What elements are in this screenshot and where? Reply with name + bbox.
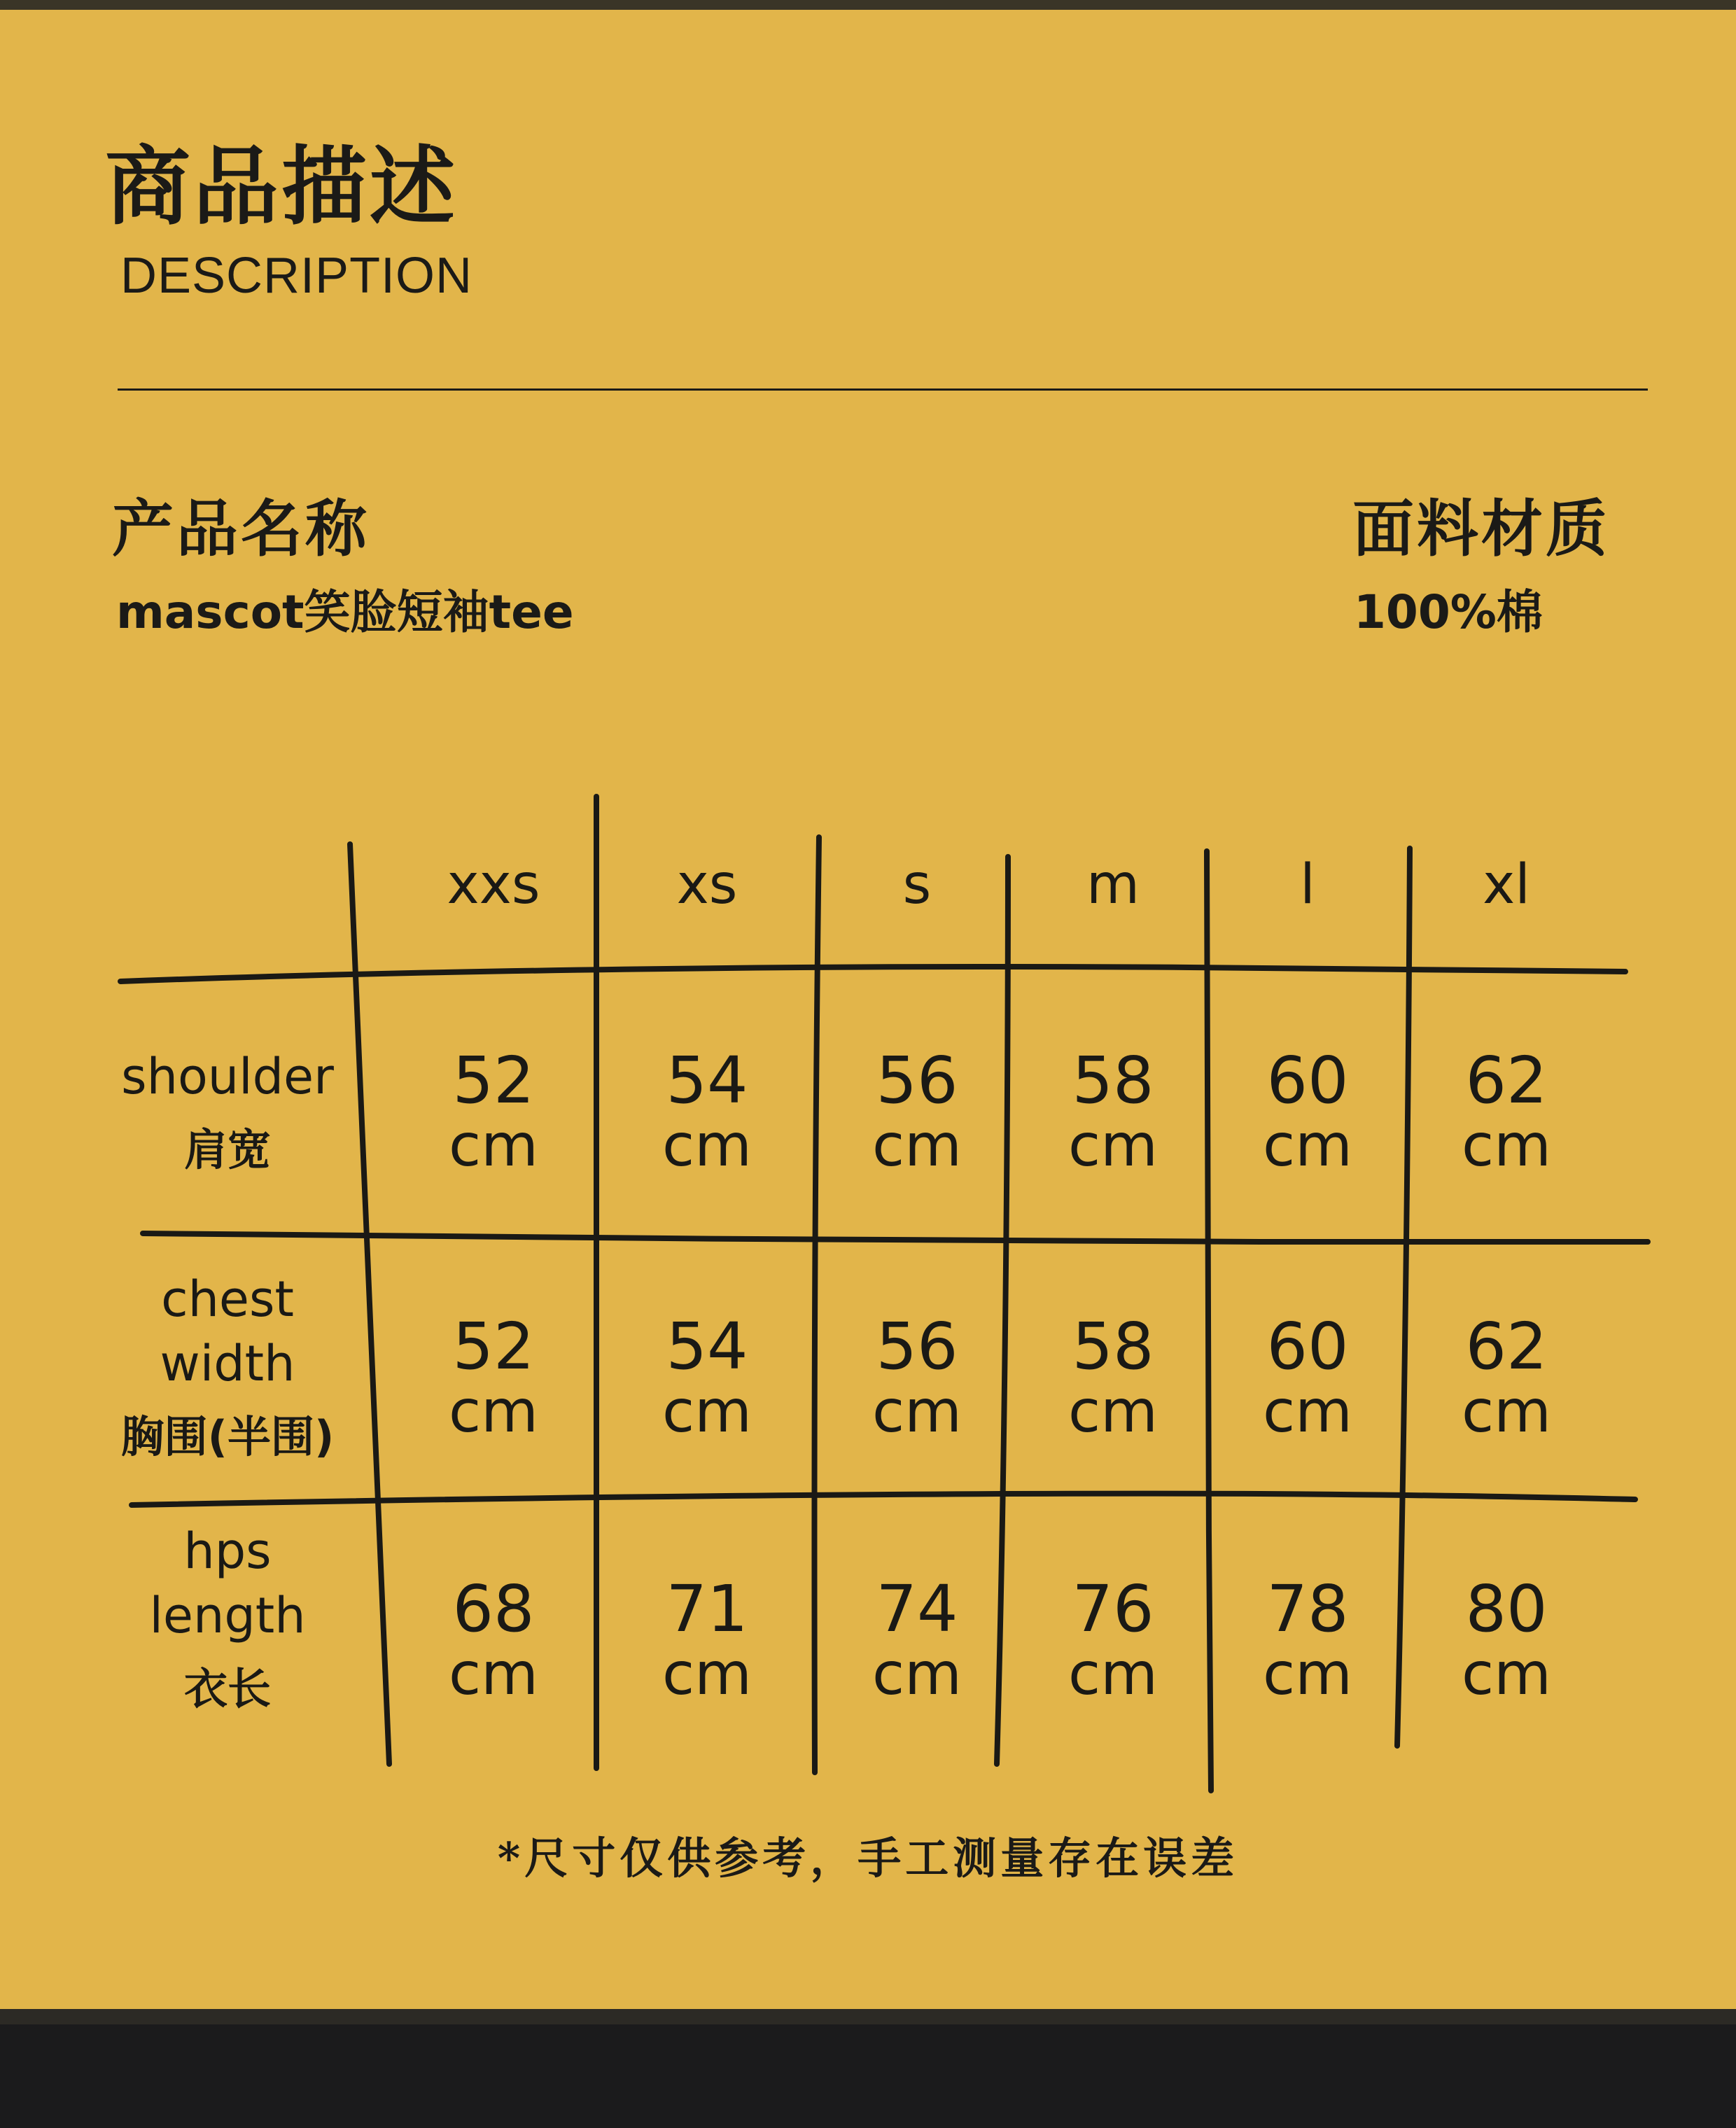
cell-unit-0-xs: cm — [662, 1111, 752, 1180]
table-content — [121, 853, 1551, 1714]
grid-line-header — [120, 967, 1625, 981]
row-label-2-line-1: length — [149, 1587, 306, 1644]
section-title: 商品描述 — [105, 137, 458, 237]
size-header-s: s — [902, 853, 932, 916]
grid-col-5 — [1397, 848, 1410, 1746]
cell-unit-0-l: cm — [1262, 1111, 1353, 1180]
cell-value-1-xs: 54 — [666, 1309, 748, 1384]
footnote: *尺寸仅供参考，手工测量存在误差 — [497, 1833, 1239, 1884]
size-header-m: m — [1086, 853, 1140, 916]
cell-value-2-xxs: 68 — [452, 1572, 535, 1646]
cell-value-2-xl: 80 — [1465, 1572, 1548, 1646]
cell-value-1-s: 56 — [876, 1309, 958, 1384]
cell-value-0-xs: 54 — [666, 1043, 748, 1118]
cell-value-0-xl: 62 — [1465, 1043, 1548, 1118]
grid-line-row-2 — [132, 1494, 1635, 1505]
cell-unit-2-m: cm — [1068, 1639, 1158, 1708]
cell-unit-0-xl: cm — [1461, 1111, 1552, 1180]
row-label-1-line-1: width — [160, 1335, 295, 1392]
row-label-2-cn: 衣长 — [183, 1663, 272, 1714]
row-label-1-cn: 胸围(半围) — [120, 1411, 335, 1462]
section-subtitle: DESCRIPTION — [120, 248, 473, 304]
cell-unit-2-l: cm — [1262, 1639, 1353, 1708]
cell-unit-1-xxs: cm — [448, 1377, 539, 1446]
cell-unit-0-m: cm — [1068, 1111, 1158, 1180]
grid-col-4 — [1206, 851, 1211, 1791]
size-header-l: l — [1300, 853, 1315, 916]
cell-unit-2-xl: cm — [1461, 1639, 1552, 1708]
cell-value-1-xxs: 52 — [452, 1309, 535, 1384]
grid-col-0 — [350, 844, 389, 1764]
cell-value-2-m: 76 — [1072, 1572, 1154, 1646]
cell-unit-0-xxs: cm — [448, 1111, 539, 1180]
product-name-value: mascot笑脸短袖tee — [116, 585, 574, 639]
size-header-xl: xl — [1483, 853, 1530, 916]
size-header-xxs: xxs — [447, 853, 540, 916]
cell-unit-2-s: cm — [872, 1639, 962, 1708]
cell-unit-2-xxs: cm — [448, 1639, 539, 1708]
material-value: 100%棉 — [1354, 585, 1543, 639]
cell-value-2-xs: 71 — [666, 1572, 748, 1646]
row-label-2-line-0: hps — [183, 1522, 272, 1580]
cell-unit-2-xs: cm — [662, 1639, 752, 1708]
cell-unit-0-s: cm — [872, 1111, 962, 1180]
row-label-0-line-0: shoulder — [121, 1048, 334, 1105]
cell-value-2-s: 74 — [876, 1572, 958, 1646]
cell-value-2-l: 78 — [1266, 1572, 1349, 1646]
cell-value-0-xxs: 52 — [452, 1043, 535, 1118]
cell-unit-1-m: cm — [1068, 1377, 1158, 1446]
grid-col-3 — [997, 857, 1008, 1764]
size-header-xs: xs — [676, 853, 738, 916]
cell-value-1-m: 58 — [1072, 1309, 1154, 1384]
cell-unit-1-s: cm — [872, 1377, 962, 1446]
grid-col-2 — [814, 837, 819, 1772]
material-label: 面料材质 — [1352, 493, 1611, 565]
cell-value-0-m: 58 — [1072, 1043, 1154, 1118]
cell-value-0-l: 60 — [1266, 1043, 1349, 1118]
row-label-0-cn: 肩宽 — [183, 1124, 272, 1175]
cell-unit-1-l: cm — [1262, 1377, 1353, 1446]
cell-value-1-xl: 62 — [1465, 1309, 1548, 1384]
cell-unit-1-xl: cm — [1461, 1377, 1552, 1446]
product-name-label: 产品名称 — [112, 493, 370, 565]
row-label-1-line-0: chest — [161, 1270, 294, 1328]
cell-value-0-s: 56 — [876, 1043, 958, 1118]
cell-unit-1-xs: cm — [662, 1377, 752, 1446]
cell-value-1-l: 60 — [1266, 1309, 1349, 1384]
